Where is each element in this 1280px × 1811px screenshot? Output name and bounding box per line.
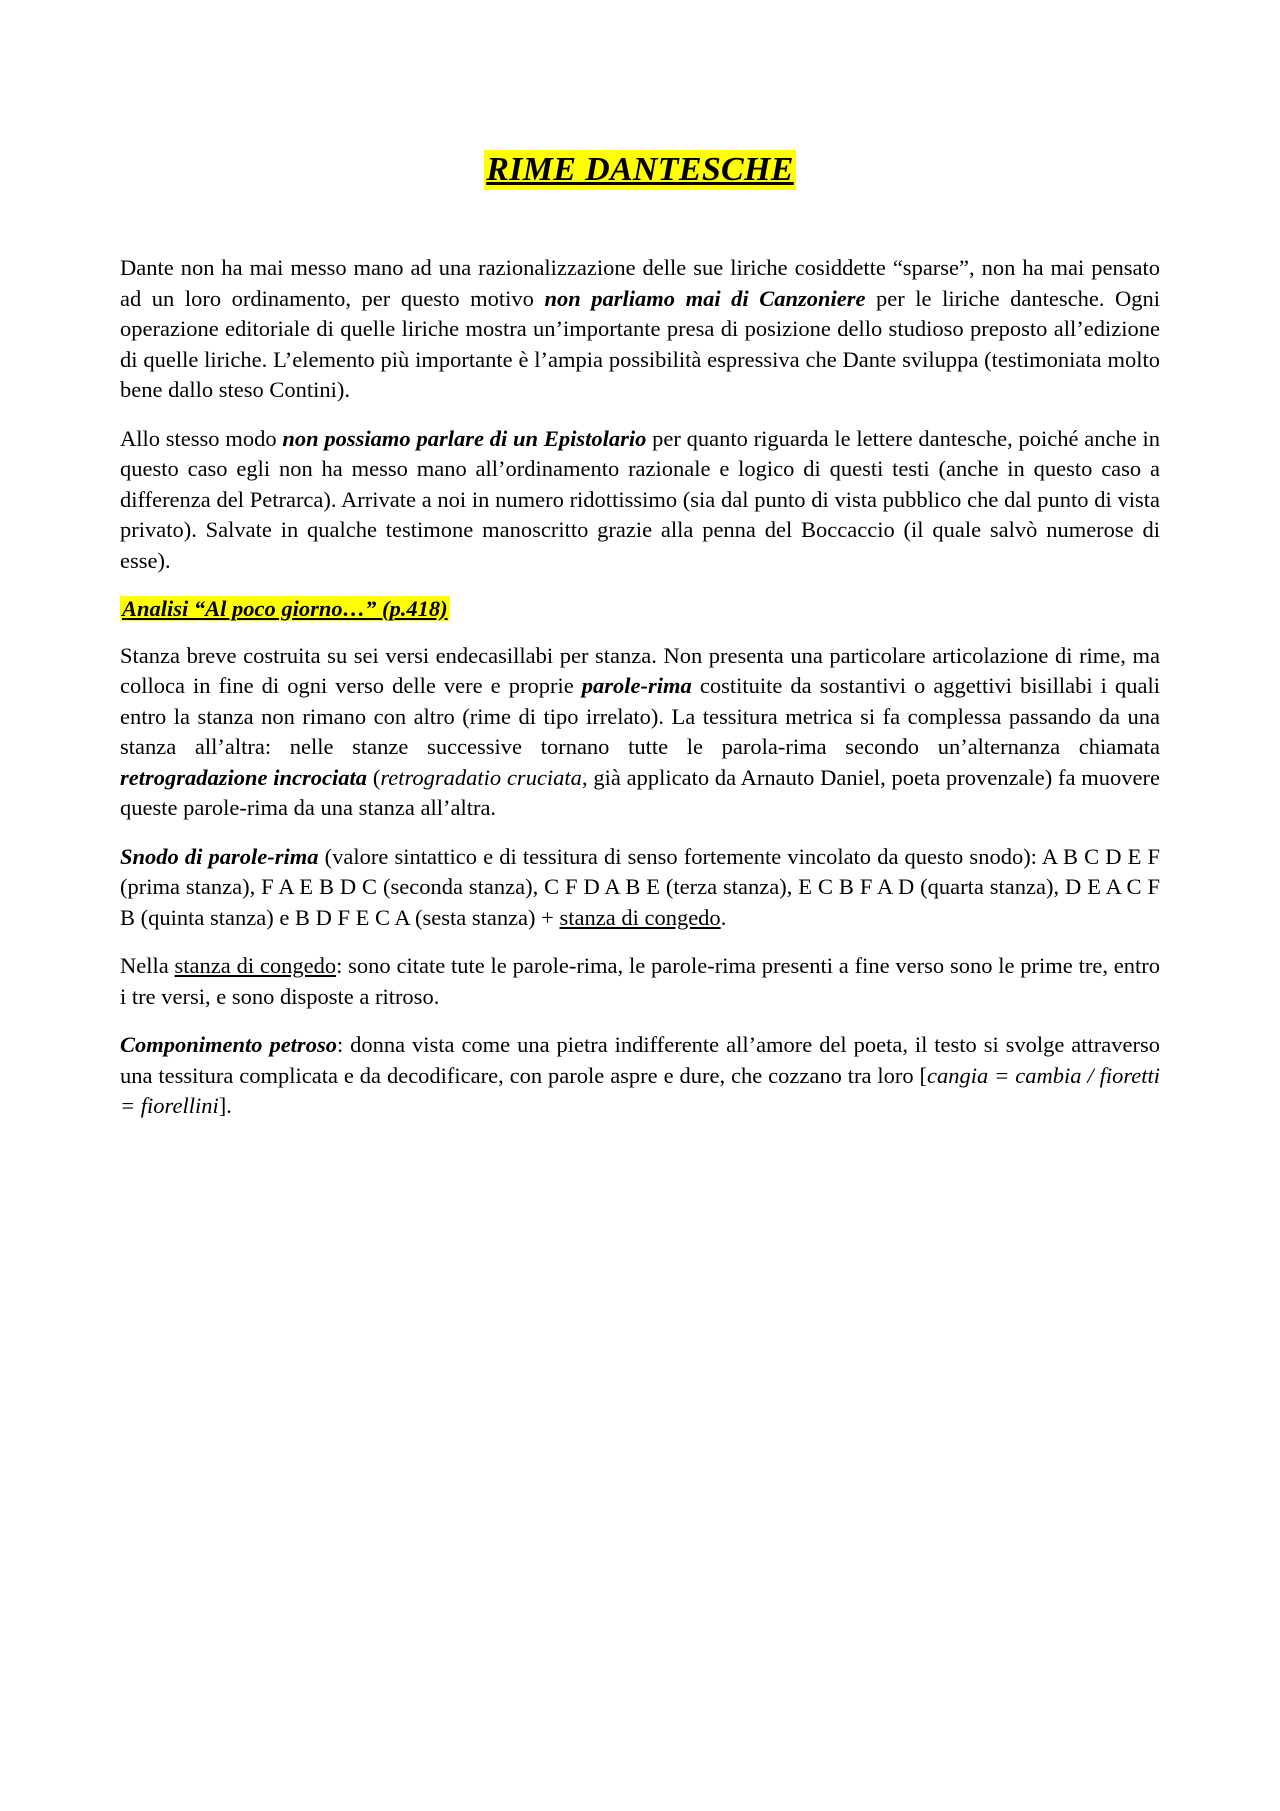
text-run: , già applicato da Arnauto Daniel, poeta provenzale) fa muovere queste parole-rima da una stanza all’altra.	[120, 764, 1160, 820]
text-run: : donna vista come una pietra indifferente all’amore del poeta, il testo si svolge attraverso una tessitura complicata e da decodificare, con parole aspre e dure, che cozzano tra loro [	[120, 1032, 1161, 1088]
text-run: Dante non ha mai messo mano ad una razionalizzazione delle sue liriche cosiddette “sparse”, non ha mai pensato ad un loro ordinamento, per questo motivo	[120, 255, 1160, 311]
emphasis-italic: retrogradatio cruciata	[380, 764, 582, 790]
title-container	[0, 150, 1280, 190]
text-run: Nella	[120, 953, 175, 978]
emphasis-bold-italic: non possiamo parlare di un Epistolario	[282, 425, 647, 451]
emphasis-bold-italic: non parliamo mai di Canzoniere	[544, 285, 866, 311]
text-run: : sono citate tute le parole-rima, le parole-rima presenti a fine verso sono le prime tre, entro i tre versi, e sono disposte a ritroso.	[120, 953, 1160, 1009]
paragraph-canzoniere	[120, 253, 1160, 406]
text-run: (valore sintattico e di tessitura di senso fortemente vincolato da questo snodo): A B C D E F (prima stanza), F A E B D C (seconda stanza), C F D A B E (terza stanza), E C B F A D (quarta stanza), D E A C F B (quinta stanza) e B D F E C A (sesta stanza) +	[120, 843, 1161, 930]
paragraph-petroso	[120, 1030, 1160, 1122]
text-run: costituite da sostantivi o aggettivi bisillabi i quali entro la stanza non rimano con altro (rime di tipo irrelato). La tessitura metrica si fa complessa passando da una stanza all’altra: nelle stanze successive tornano tutte le parola-rima secondo un’alternanza chiamata	[120, 673, 1160, 759]
text-run: .	[720, 904, 727, 930]
underlined-text: stanza di congedo	[559, 904, 721, 930]
emphasis-bold-italic: retrogradazione incrociata	[120, 764, 368, 790]
paragraph-stanza	[120, 641, 1160, 824]
emphasis-bold-italic: Snodo di parole-rima	[120, 843, 319, 869]
document-body	[120, 253, 1160, 1140]
emphasis-bold-italic: parole-rima	[581, 673, 692, 698]
paragraph-epistolario	[120, 424, 1160, 577]
paragraph-snodo	[120, 842, 1160, 934]
text-run: (	[367, 764, 381, 790]
text-run: Stanza breve costruita su sei versi endecasillabi per stanza. Non presenta una particolare articolazione di rime, ma colloca in fine di ogni verso delle vere e proprie	[120, 642, 1160, 698]
text-run: per quanto riguarda le lettere dantesche, poiché anche in questo caso egli non ha messo mano all’ordinamento razionale e logico di questi testi (anche in questo caso a differenza del Petrarca). Arrivate a noi in numero ridottissimo (sia dal punto di vista pubblico che dal punto di vista privato). Salvate in qualche testimone manoscritto grazie alla penna del Boccaccio (il quale salvò numerose di esse).	[120, 425, 1161, 573]
text-run: per le liriche dantesche. Ogni operazione editoriale di quelle liriche mostra un’importante presa di posizione dello studioso preposto all’edizione di quelle liriche. L’elemento più importante è l’ampia possibilità espressiva che Dante sviluppa (testimoniata molto bene dallo steso Contini).	[120, 285, 1161, 402]
section-heading-text: Analisi “Al poco giorno…” (p.418)	[122, 596, 448, 621]
document-title: RIME DANTESCHE	[486, 151, 794, 188]
paragraph-congedo	[120, 951, 1160, 1012]
text-run: Allo stesso modo	[120, 425, 283, 451]
section-heading	[120, 594, 1160, 625]
emphasis-italic: cangia = cambia / fioretti = fiorellini	[120, 1062, 1161, 1118]
emphasis-bold-italic: Componimento petroso	[120, 1032, 337, 1057]
underlined-text: stanza di congedo	[174, 953, 337, 978]
text-run: ].	[218, 1093, 232, 1118]
